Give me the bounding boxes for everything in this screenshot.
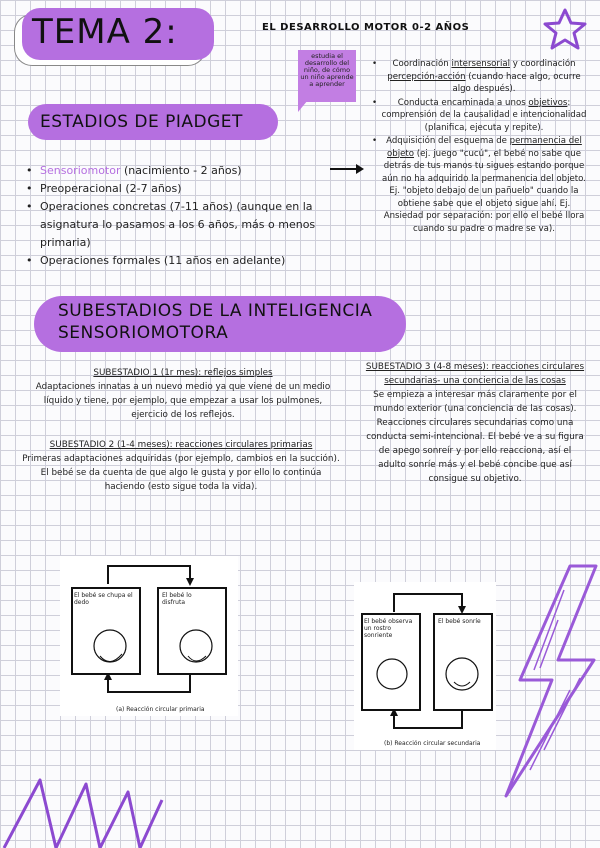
figure-label: El bebé sonríe xyxy=(438,618,481,625)
figure-label: El bebé lo disfruta xyxy=(162,592,192,606)
figure-caption: (b) Reacción circular secundaria xyxy=(384,740,481,747)
figure-label: El bebé observa un rostro sonriente xyxy=(364,618,413,639)
arrowhead xyxy=(356,164,364,174)
substage-2 xyxy=(20,438,342,494)
stage-detail: (7-11 años) (aunque en la asignatura lo pasamos a los 6 años, más o menos primaria) xyxy=(40,200,316,249)
list-item xyxy=(26,198,326,252)
text: Conducta encaminada a unos xyxy=(397,97,529,108)
text-underlined: objetivos xyxy=(528,97,568,108)
list-item xyxy=(372,58,590,96)
page-subtitle: EL DESARROLLO MOTOR 0-2 AÑOS xyxy=(262,22,470,33)
figure-primary-circular-reaction xyxy=(60,556,238,716)
section-heading-piaget: ESTADIOS DE PIADGET xyxy=(40,112,243,132)
substage-1 xyxy=(28,366,338,422)
stage-detail: (2-7 años) xyxy=(121,182,182,195)
bubble-line: estudia el xyxy=(311,52,343,60)
stages-list xyxy=(26,162,326,270)
substage-title: SUBESTADIO 1 (1r mes): reflejos simples xyxy=(93,368,273,378)
text-underlined: percepción-acción xyxy=(387,71,466,82)
heading-line: SENSORIOMOTORA xyxy=(58,323,229,343)
list-item xyxy=(26,180,326,198)
text-underlined: intersensorial xyxy=(451,59,510,69)
note-bubble xyxy=(298,50,356,102)
figure-diagram xyxy=(60,556,238,716)
bubble-line: niño, de cómo xyxy=(303,66,351,74)
list-item xyxy=(372,97,590,135)
star-doodle-icon xyxy=(540,6,590,54)
text: : comprensión de la causalidad e intencionalidad (planifica, ejecuta y repite). xyxy=(381,97,587,133)
section-heading-substages xyxy=(58,300,372,344)
substage-title: SUBESTADIO 3 (4-8 meses): reacciones circulares secundarias- una conciencia de las cosas xyxy=(365,362,585,386)
substage-text: Primeras adaptaciones adquiridas (por ejemplo, cambios en la succión). El bebé se da cuenta de que algo le gusta y por ello lo continúa haciendo (esto sigue toda la vida). xyxy=(22,454,340,492)
figure-diagram xyxy=(354,582,496,750)
stage-detail: (nacimiento - 2 años) xyxy=(120,164,242,177)
figure-secondary-circular-reaction xyxy=(354,582,496,750)
bubble-tail xyxy=(298,100,308,112)
heading-line: SUBESTADIOS DE LA INTELIGENCIA xyxy=(58,301,373,321)
lightning-bolt-icon xyxy=(500,560,600,800)
text: (ej. juego "cucú", el bebé no sabe que detrás de tus manos tu sigues estando porque aún no ha adquirido la permanencia del objeto. Ej. "objeto debajo de un pañuelo" cuando la obtiene sabe que el objeto sigue ahí. Ej. Ansiedad por separación: por ello el bebé llora cuando su padre o madre se va). xyxy=(381,148,587,234)
text: y coordinación xyxy=(510,59,576,69)
stage-name: Operaciones concretas xyxy=(40,200,167,213)
text: Adquisición del esquema de xyxy=(386,136,510,146)
substage-text: Se empieza a interesar más claramente por el mundo exterior (una conciencia de las cosas). Reacciones circulares secundarias como una conducta semi-intencional. El bebé ve a su figura de apego sonreír y por ello reacciona, así el adulto sonríe más y el bebé concibe que así consigue su objetivo. xyxy=(366,390,584,484)
text: (cuando hace algo, ocurre algo después). xyxy=(452,71,581,94)
stage-detail: (11 años en adelante) xyxy=(160,254,286,267)
substage-text: Adaptaciones innatas a un nuevo medio ya que viene de un medio líquido y tiene, por ejemplo, que empezar a usar los pulmones, ejercicio de los reflejos. xyxy=(35,382,331,420)
list-item xyxy=(26,162,326,180)
text: Coordinación xyxy=(392,59,452,69)
text-underlined: permanencia del objeto xyxy=(387,136,582,159)
substage-title: SUBESTADIO 2 (1-4 meses): reacciones circulares primarias xyxy=(49,440,313,450)
figure-caption: (a) Reacción circular primaria xyxy=(116,706,205,713)
list-item xyxy=(372,135,590,235)
list-item xyxy=(26,252,326,270)
substage-3 xyxy=(364,360,586,486)
sensorimotor-features-list xyxy=(372,58,590,236)
stage-name: Operaciones formales xyxy=(40,254,161,267)
scribble-doodle-icon xyxy=(0,770,170,848)
stage-name: Sensoriomotor xyxy=(40,164,121,177)
page-title: TEMA 2: xyxy=(32,12,178,52)
stage-name: Preoperacional xyxy=(40,182,122,195)
bubble-line: un niño aprende xyxy=(300,73,354,81)
bubble-line: a aprender xyxy=(309,80,345,88)
bubble-line: desarrollo del xyxy=(304,59,350,67)
figure-label: El bebé se chupa el dedo xyxy=(74,592,133,606)
